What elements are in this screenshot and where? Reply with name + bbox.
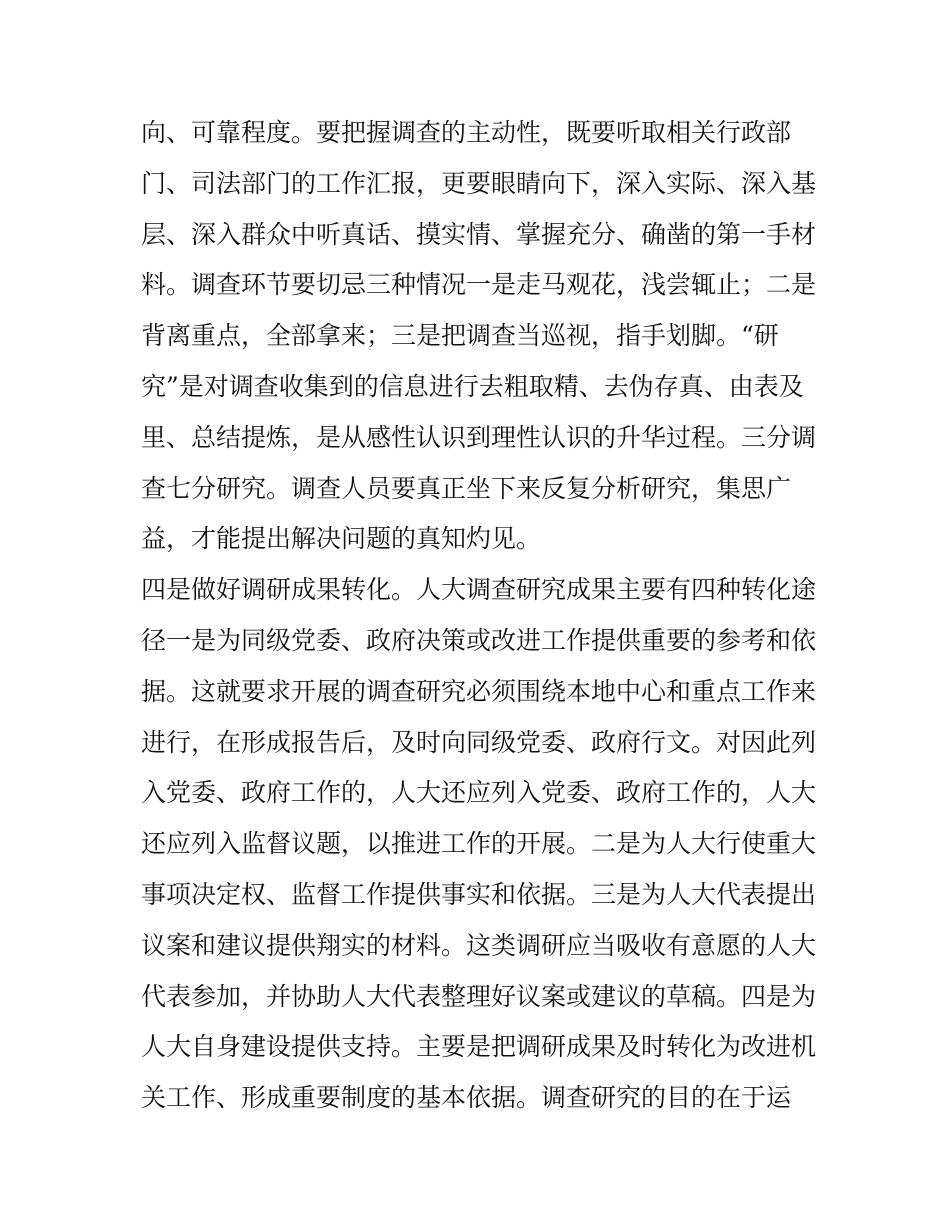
text-line: 查七分研究。调查人员要真正坐下来反复分析研究，集思广	[141, 473, 792, 503]
text-line: 益，才能提出解决问题的真知灼见。	[141, 524, 542, 554]
text-line: 代表参加，并协助人大代表整理好议案或建议的草稿。四是为	[141, 981, 817, 1011]
text-line: 入党委、政府工作的，人大还应列入党委、政府工作的，人大	[141, 778, 817, 808]
text-line: 四是做好调研成果转化。人大调查研究成果主要有四种转化途	[141, 575, 817, 605]
text-line: 关工作、形成重要制度的基本依据。调查研究的目的在于运	[141, 1083, 792, 1113]
body-text	[141, 108, 821, 1124]
text-line: 门、司法部门的工作汇报，更要眼睛向下，深入实际、深入基	[141, 168, 817, 198]
text-line: 据。这就要求开展的调查研究必须围绕本地中心和重点工作来	[141, 676, 817, 706]
text-line: 人大自身建设提供支持。主要是把调研成果及时转化为改进机	[141, 1032, 817, 1062]
text-line: 料。调查环节要切忌三种情况一是走马观花，浅尝辄止；二是	[141, 270, 817, 300]
text-line: 层、深入群众中听真话、摸实情、掌握充分、确凿的第一手材	[141, 219, 817, 249]
text-line: 议案和建议提供翔实的材料。这类调研应当吸收有意愿的人大	[141, 930, 817, 960]
text-line: 还应列入监督议题，以推进工作的开展。二是为人大行使重大	[141, 829, 817, 859]
text-line: 究”是对调查收集到的信息进行去粗取精、去伪存真、由表及	[141, 371, 804, 401]
text-line: 径一是为同级党委、政府决策或改进工作提供重要的参考和依	[141, 625, 817, 655]
text-line: 背离重点，全部拿来；三是把调查当巡视，指手划脚。“研	[141, 321, 779, 351]
text-line: 事项决定权、监督工作提供事实和依据。三是为人大代表提出	[141, 879, 817, 909]
text-line: 向、可靠程度。要把握调查的主动性，既要听取相关行政部	[141, 118, 792, 147]
text-line: 进行，在形成报告后，及时向同级党委、政府行文。对因此列	[141, 727, 817, 757]
text-line: 里、总结提炼，是从感性认识到理性认识的升华过程。三分调	[141, 422, 817, 452]
